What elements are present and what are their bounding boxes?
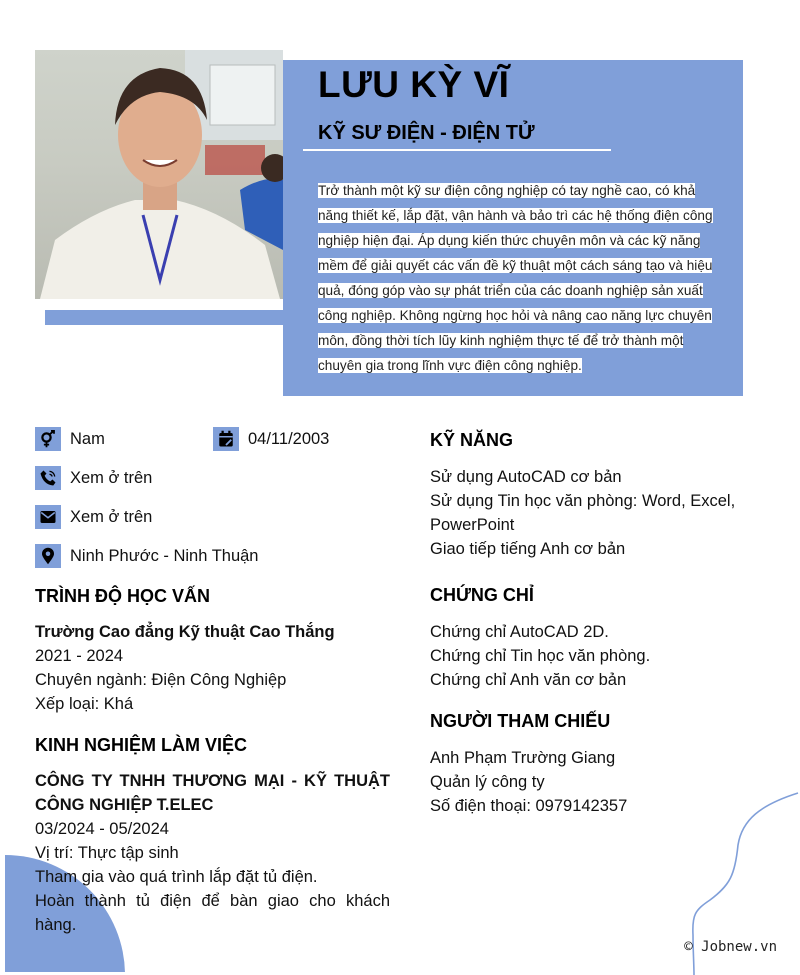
education-rank: Xếp loại: Khá <box>35 695 134 713</box>
experience-title: KINH NGHIỆM LÀM VIỆC <box>35 735 248 755</box>
contact-phone: Xem ở trên <box>35 465 152 491</box>
certificates-list <box>430 620 760 692</box>
education-major: Chuyên ngành: Điện Công Nghiệp <box>35 671 287 689</box>
contact-birthday: 04/11/2003 <box>213 426 329 452</box>
experience-task: Hoàn thành tủ điện để bàn giao cho khách hàng. <box>35 892 390 934</box>
skills-title: KỸ NĂNG <box>430 430 514 450</box>
gender-icon <box>35 427 61 451</box>
certificates-title: CHỨNG CHỈ <box>430 585 534 605</box>
calendar-icon <box>213 427 239 451</box>
title-divider <box>303 149 611 151</box>
experience-task: Tham gia vào quá trình lắp đặt tủ điện. <box>35 868 318 886</box>
certificate-item: Chứng chỉ AutoCAD 2D. <box>430 623 609 641</box>
photo-accent-bar <box>45 310 283 325</box>
company-name: CÔNG TY TNHH THƯƠNG MẠI - KỸ THUẬT CÔNG NGHIỆP T.ELEC <box>35 772 390 814</box>
experience-position: Vị trí: Thực tập sinh <box>35 844 179 862</box>
email-icon <box>35 505 61 529</box>
skill-item: Sử dụng Tin học văn phòng: Word, Excel, PowerPoint <box>430 492 736 534</box>
contact-address: Ninh Phước - Ninh Thuận <box>35 543 259 569</box>
certificate-item: Chứng chỉ Anh văn cơ bản <box>430 671 627 689</box>
profile-photo <box>35 50 283 299</box>
location-icon <box>35 544 61 568</box>
experience-section <box>35 769 390 937</box>
candidate-name: LƯU KỲ VĨ <box>318 64 510 105</box>
certificate-item: Chứng chỉ Tin học văn phòng. <box>430 647 651 665</box>
copyright-footer: © Jobnew.vn <box>684 939 777 955</box>
job-title: KỸ SƯ ĐIỆN - ĐIỆN TỬ <box>318 122 535 144</box>
contact-email: Xem ở trên <box>35 504 152 530</box>
skill-item: Sử dụng AutoCAD cơ bản <box>430 468 622 486</box>
references-section <box>430 746 760 818</box>
skills-list <box>430 465 760 561</box>
references-title: NGƯỜI THAM CHIẾU <box>430 711 611 731</box>
contact-gender: Nam <box>35 426 105 452</box>
skill-item: Giao tiếp tiếng Anh cơ bản <box>430 540 626 558</box>
education-section <box>35 620 395 716</box>
career-objective: Trở thành một kỹ sư điện công nghiệp có tay nghề cao, có khả năng thiết kế, lắp đặt, vận hành và bảo trì các hệ thống điện công nghiệp hiện đại. Áp dụng kiến thức chuyên môn và các kỹ năng mềm để giải quyết các vấn đề kỹ thuật một cách sáng tạo và hiệu quả, đóng góp vào sự phát triển của các doanh nghiệp sản xuất công nghiệp. Không ngừng học hỏi và nâng cao năng lực chuyên môn, đồng thời tích lũy kinh nghiệm thực tế để trở thành một chuyên gia trong lĩnh vực điện công nghiệp. <box>318 183 713 373</box>
reference-name: Anh Phạm Trường Giang <box>430 749 616 767</box>
education-title: TRÌNH ĐỘ HỌC VẤN <box>35 586 210 606</box>
phone-icon <box>35 466 61 490</box>
reference-role: Quản lý công ty <box>430 773 545 791</box>
reference-phone: Số điện thoại: 0979142357 <box>430 797 628 815</box>
school-name: Trường Cao đẳng Kỹ thuật Cao Thắng <box>35 623 335 641</box>
experience-period: 03/2024 - 05/2024 <box>35 820 169 838</box>
education-period: 2021 - 2024 <box>35 647 124 665</box>
